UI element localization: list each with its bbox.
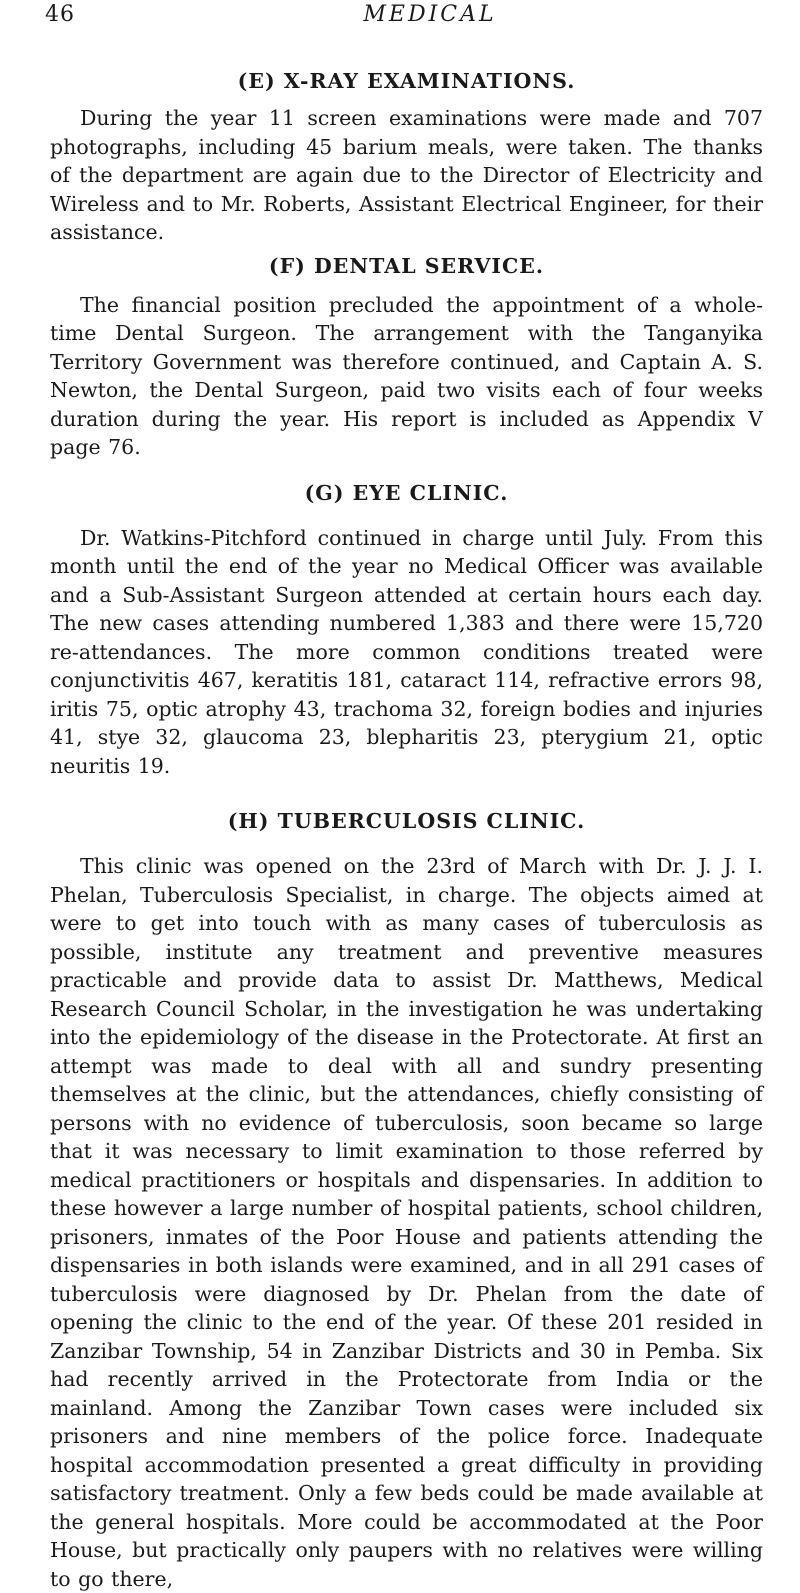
- page-number: 46: [45, 2, 75, 27]
- section-text-dental: The financial position precluded the appointment of a whole-time Dental Surgeon. The arrangement with the Tanganyika Territory Government was therefore continued, and Captain A. S. Newton, the Dental Surgeon, paid two visits each of four weeks duration during the year. His report is included as Appendix V page 76.: [50, 292, 763, 459]
- running-title: MEDICAL: [363, 2, 497, 27]
- section-heading-dental: (F) DENTAL SERVICE.: [268, 253, 545, 278]
- section-heading-tuberculosis-clinic: (H) TUBERCULOSIS CLINIC.: [227, 809, 586, 833]
- section-heading-eye-clinic: (G) EYE CLINIC.: [304, 480, 509, 505]
- section-text-tuberculosis-clinic: This clinic was opened on the 23rd of March with Dr. J. J. I. Phelan, Tuberculosis Specialist, in charge. The objects aimed at were to get into touch with as many cases of tuberculosis as possible, institute any treatment and preventive measures practicable and provide data to assist Dr. Matthews, Medical Research Council Scholar, in the investigation he was undertaking into the epidemiology of the disease in the Protectorate. At first an attempt was made to deal with all and sundry presenting themselves at the clinic, but the attendances, chiefly consisting of persons with no evidence of tuberculosis, soon became so large that it was necessary to limit examination to those referred by medical practitioners or hospitals and dispensaries. In addition to these however a large number of hospital patients, school children, prisoners, inmates of the Poor House and patients attending the dispensaries in both islands were examined, and in all 291 cases of tuberculosis were diagnosed by Dr. Phelan from the date of opening the clinic to the end of the year. Of these 201 resided in Zanzibar Township, 54 in Zanzibar Districts and 30 in Pemba. Six had recently arrived in the Protectorate from India or the mainland. Among the Zanzibar Town cases were included six prisoners and nine members of the police force. Inadequate hospital accommodation presented a great difficulty in providing satisfactory treatment. Only a few beds could be made available at the general hospitals. More could be accommodated at the Poor House, but practically only paupers with no relatives were willing to go there,: [50, 854, 763, 1591]
- section-text-xray: During the year 11 screen examinations were made and 707 photographs, including 45 barium meals, were taken. The thanks of the department are again due to the Director of Electricity and Wireless and to Mr. Roberts, Assistant Electrical Engineer, for their assistance.: [50, 106, 763, 244]
- section-heading-xray: (E) X-RAY EXAMINATIONS.: [237, 69, 576, 93]
- page-body: [50, 66, 763, 1593]
- section-text-eye-clinic: Dr. Watkins-Pitchford continued in charge until July. From this month until the end of the year no Medical Officer was available and a Sub-Assistant Surgeon attended at certain hours each day. The new cases attending numbered 1,383 and there were 15,720 re-attendances. The more common conditions treated were conjunctivitis 467, keratitis 181, cataract 114, refractive errors 98, iritis 75, optic atrophy 43, trachoma 32, foreign bodies and injuries 41, stye 32, glaucoma 23, blepharitis 23, pterygium 21, optic neuritis 19.: [50, 525, 763, 778]
